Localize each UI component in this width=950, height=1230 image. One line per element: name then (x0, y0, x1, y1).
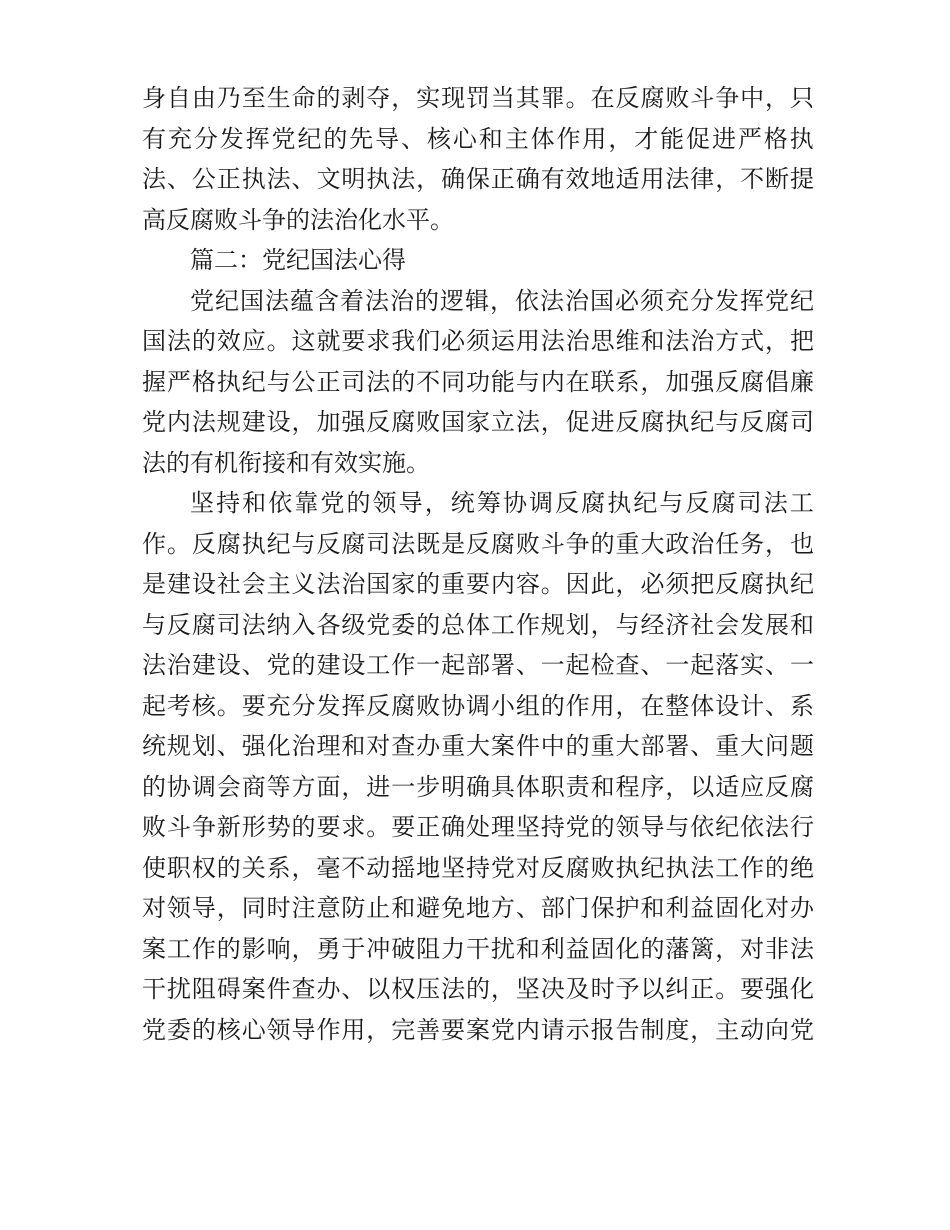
text-line: 党 委 的 核 心 领 导 作 用 ， 完 善 要 案 党 内 请 示 报 告 制 度 ， 主 动 向 党 (142, 1015, 814, 1044)
text-line: 是 建 设 社 会 主 义 法 治 国 家 的 重 要 内 容 。 因 此 ， 必 须 把 反 腐 执 纪 (142, 570, 814, 598)
text-line: 的 协 调 会 商 等 方 面 ， 进 一 步 明 确 具 体 职 责 和 程 序 ， 以 适 应 反 腐 (142, 772, 814, 801)
text-line: 身 自 由 乃 至 生 命 的 剥 夺 ， 实 现 罚 当 其 罪 。 在 反 腐 败 斗 争 中 ， 只 (142, 84, 814, 112)
text-line: 篇二：党纪国法心得 (190, 246, 406, 274)
document-body (142, 78, 814, 1050)
text-line: 法 、 公 正 执 法 、 文 明 执 法 ， 确 保 正 确 有 效 地 适 用 法 律 ， 不 断 提 (142, 165, 814, 193)
text-line: 与 反 腐 司 法 纳 入 各 级 党 委 的 总 体 工 作 规 划 ， 与 经 济 社 会 发 展 和 (142, 610, 814, 639)
text-line: 败 斗 争 新 形 势 的 要 求 。 要 正 确 处 理 坚 持 党 的 领 导 与 依 纪 依 法 行 (142, 813, 814, 841)
text-line: 案 工 作 的 影 响 ， 勇 于 冲 破 阻 力 干 扰 和 利 益 固 化 的 藩 篱 ， 对 非 法 (142, 934, 814, 963)
text-line: 握 严 格 执 纪 与 公 正 司 法 的 不 同 功 能 与 内 在 联 系 ， 加 强 反 腐 倡 廉 (142, 367, 814, 396)
text-line: 起 考 核 。 要 充 分 发 挥 反 腐 败 协 调 小 组 的 作 用 ， 在 整 体 设 计 、 系 (142, 691, 814, 720)
text-line: 作 。 反 腐 执 纪 与 反 腐 司 法 既 是 反 腐 败 斗 争 的 重 大 政 治 任 务 ， 也 (142, 529, 814, 558)
text-line: 干 扰 阻 碍 案 件 查 办 、 以 权 压 法 的 ， 坚 决 及 时 予 以 纠 正 。 要 强 化 (142, 975, 814, 1003)
text-line: 统 规 划 、 强 化 治 理 和 对 查 办 重 大 案 件 中 的 重 大 部 署 、 重 大 问 题 (142, 732, 814, 760)
text-line: 使 职 权 的 关 系 ， 毫 不 动 摇 地 坚 持 党 对 反 腐 败 执 纪 执 法 工 作 的 绝 (142, 853, 814, 882)
text-line: 有 充 分 发 挥 党 纪 的 先 导 、 核 心 和 主 体 作 用 ， 才 能 促 进 严 格 执 (142, 124, 814, 153)
text-line: 坚 持 和 依 靠 党 的 领 导 ， 统 筹 协 调 反 腐 执 纪 与 反 腐 司 法 工 (190, 489, 814, 517)
text-line: 国 法 的 效 应 。 这 就 要 求 我 们 必 须 运 用 法 治 思 维 和 法 治 方 式 ， 把 (142, 327, 814, 355)
text-line: 法的有机衔接和有效实施。 (142, 448, 430, 477)
text-line: 对 领 导 ， 同 时 注 意 防 止 和 避 免 地 方 、 部 门 保 护 和 利 益 固 化 对 办 (142, 894, 814, 922)
text-line: 高反腐败斗争的法治化水平。 (142, 205, 454, 234)
text-line: 党 内 法 规 建 设 ， 加 强 反 腐 败 国 家 立 法 ， 促 进 反 腐 执 纪 与 反 腐 司 (142, 408, 814, 436)
text-line: 法 治 建 设 、 党 的 建 设 工 作 一 起 部 署 、 一 起 检 查 、 一 起 落 实 、 一 (142, 651, 814, 679)
text-line: 党 纪 国 法 蕴 含 着 法 治 的 逻 辑 ， 依 法 治 国 必 须 充 分 发 挥 党 纪 (190, 286, 814, 315)
